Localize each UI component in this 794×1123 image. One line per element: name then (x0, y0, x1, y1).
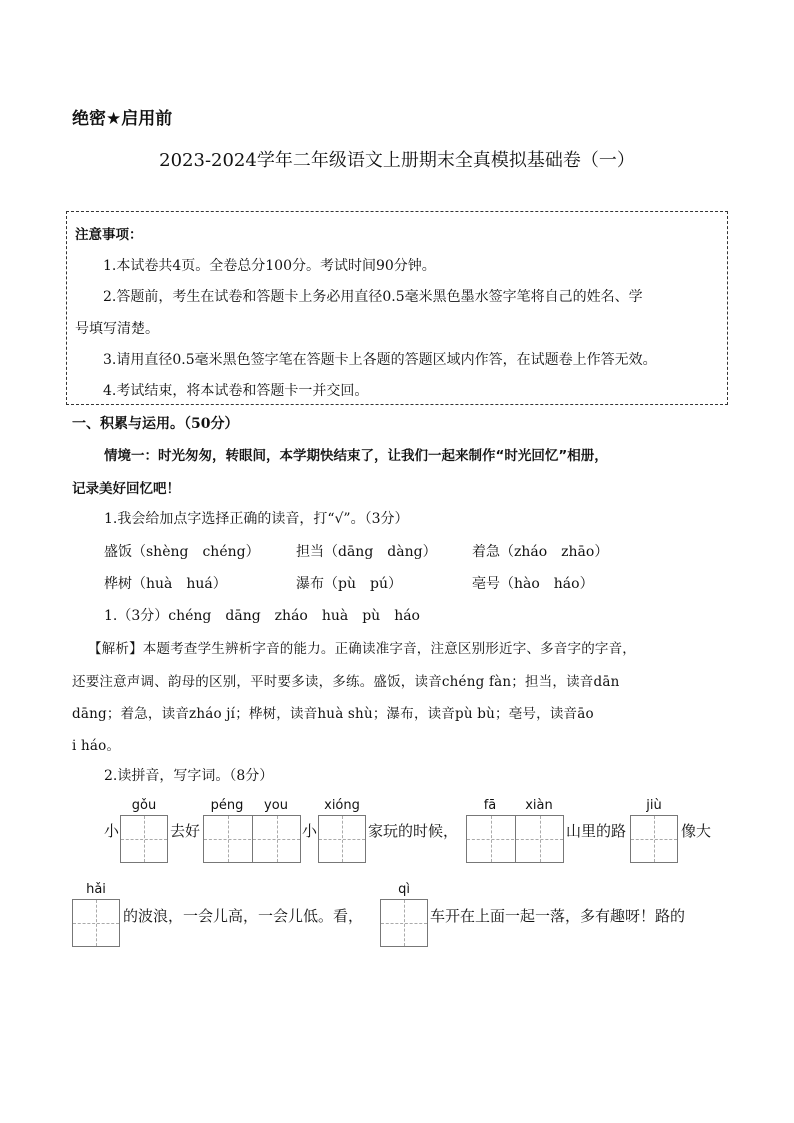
q1-option: 瀑布（pù pú） (296, 576, 402, 592)
writing-box[interactable] (120, 815, 168, 863)
sentence-text: 山里的路 (566, 822, 627, 840)
pinyin-label: xiàn (525, 798, 553, 813)
notice-item-2-cont: 号填写清楚。 (75, 321, 159, 337)
sentence-text: 的波浪，一会儿高，一会儿低。看， (123, 907, 364, 925)
analysis-line-4: i háo。 (72, 738, 121, 754)
sentence-text: 小 (302, 822, 318, 840)
writing-box[interactable] (203, 815, 301, 863)
sentence-text: 像大 (681, 822, 712, 840)
writing-box[interactable] (72, 899, 120, 947)
writing-box[interactable] (466, 815, 564, 863)
scenario-line-1: 情境一：时光匆匆，转眼间，本学期快结束了，让我们一起来制作“时光回忆”相册， (104, 448, 608, 464)
scenario-line-2: 记录美好回忆吧！ (72, 481, 180, 497)
notice-box (66, 211, 728, 405)
exam-title: 2023-2024学年二年级语文上册期末全真模拟基础卷（一） (159, 150, 635, 171)
notice-item-1: 1.本试卷共4页。全卷总分100分。考试时间90分钟。 (103, 258, 436, 274)
notice-item-2: 2.答题前，考生在试卷和答题卡上务必用直径0.5毫米黑色墨水签字笔将自己的姓名、学 (103, 289, 643, 305)
pinyin-label: qì (398, 882, 410, 897)
analysis-line-2: 还要注意声调、韵母的区别，平时要多读，多练。盛饭，读音chéng fàn；担当，读音dān (72, 674, 620, 690)
q1-option: 担当（dāng dàng） (296, 544, 437, 560)
notice-heading: 注意事项： (75, 227, 143, 243)
question-1-prompt: 1.我会给加点字选择正确的读音，打“√”。（3分） (104, 511, 409, 527)
notice-item-3: 3.请用直径0.5毫米黑色签字笔在答题卡上各题的答题区域内作答，在试题卷上作答无效。 (103, 352, 657, 368)
pinyin-label: gǒu (131, 798, 157, 813)
sentence-text: 家玩的时候， (368, 822, 459, 840)
analysis-line-3: dāng；着急，读音zháo jí；桦树，读音huà shù；瀑布，读音pù bù；亳号，读音āo (72, 706, 594, 722)
sentence-text: 车开在上面一起一落，多有趣呀！路的 (430, 907, 686, 925)
confidential-mark: 绝密★启用前 (72, 109, 173, 129)
notice-item-4: 4.考试结束，将本试卷和答题卡一并交回。 (103, 383, 369, 399)
sentence-text: 小 (104, 822, 120, 840)
pinyin-label: you (264, 798, 288, 813)
pinyin-label: jiù (646, 798, 662, 813)
q1-answer: 1.（3分）chéng dāng zháo huà pù háo (104, 608, 420, 624)
section-heading: 一、积累与运用。（50分） (72, 416, 239, 432)
analysis-line-1: 【解析】本题考查学生辨析字音的能力。正确读准字音，注意区别形近字、多音字的字音， (88, 641, 636, 657)
pinyin-label: hǎi (86, 882, 106, 897)
sentence-text: 去好 (170, 822, 201, 840)
q1-option: 亳号（hào háo） (472, 576, 594, 592)
question-2-prompt: 2.读拼音，写字词。（8分） (104, 768, 274, 784)
writing-box[interactable] (318, 815, 366, 863)
q1-option: 盛饭（shèng chéng） (104, 544, 260, 560)
pinyin-label: xióng (324, 798, 360, 813)
pinyin-label: péng (210, 798, 244, 813)
pinyin-label: fā (483, 798, 497, 813)
q1-option: 着急（zháo zhāo） (472, 544, 609, 560)
writing-box[interactable] (630, 815, 678, 863)
q1-option: 桦树（huà huá） (104, 576, 227, 592)
writing-box[interactable] (380, 899, 428, 947)
